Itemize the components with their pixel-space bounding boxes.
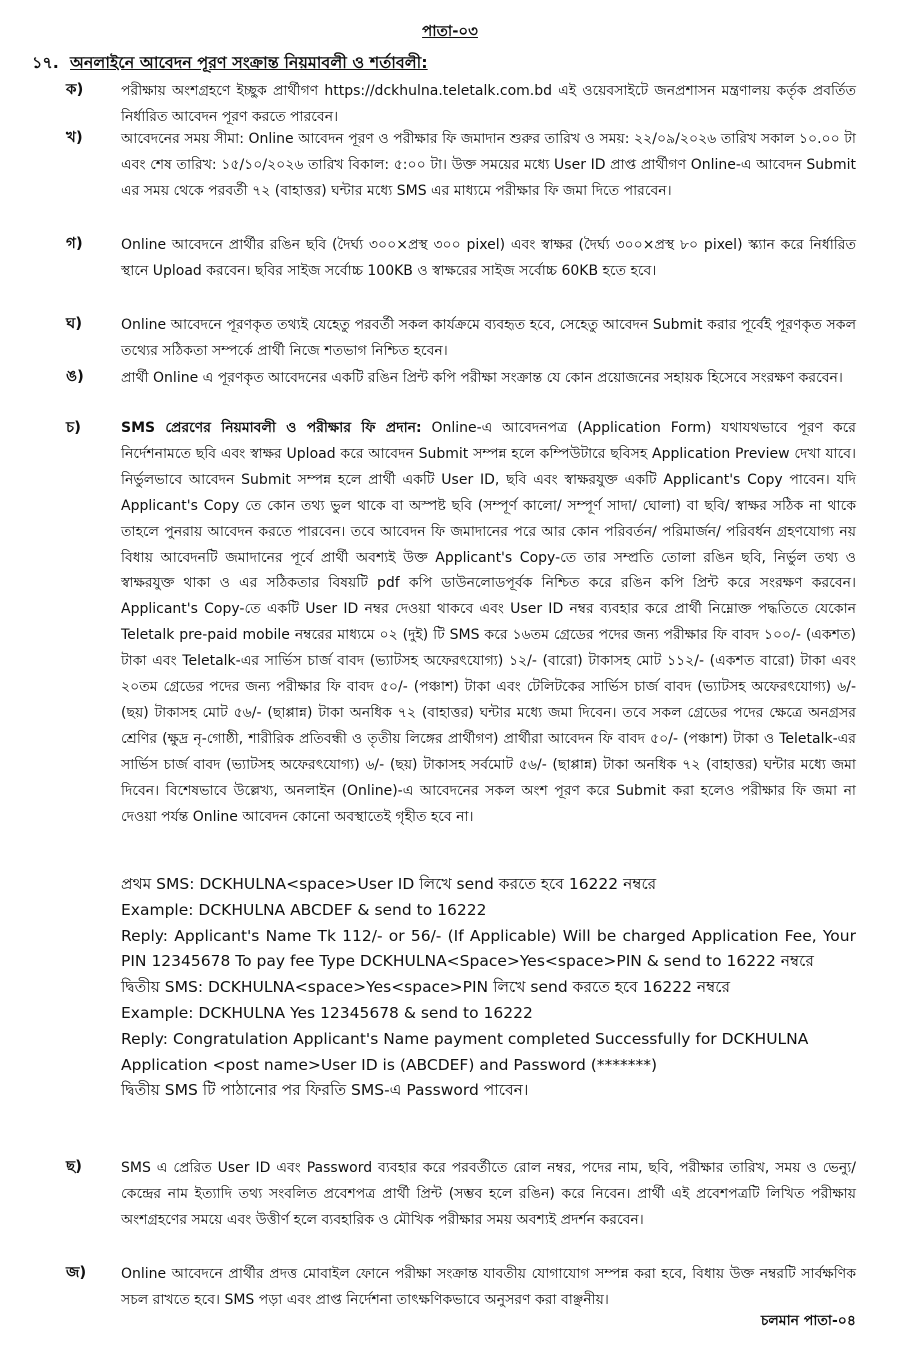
item-bold-lead: SMS প্রেরণের নিয়মাবলী ও পরীক্ষার ফি প্রদান: [121,420,422,436]
item-label: ঙ) [66,367,84,385]
continued-page-note: চলমান পাতা-০৪ [760,1313,856,1329]
item-label: ঘ) [66,314,83,332]
item-label: জ) [66,1263,87,1281]
item-text: আবেদনের সময় সীমা: Online আবেদন পূরণ ও পরীক্ষার ফি জমাদান শুরুর তারিখ ও সময়: ২২/০৯/২০২৬ তারিখ সকাল ১০.০০ টা এবং শেষ তারিখ: ১৫/১০/২০২৬ তারিখ বিকাল: ৫:০০ টা। উক্ত সময়ের মধ্যে User ID প্রাপ্ত প্রার্থীগণ Online-এ আবেদন Submit এর সময় থেকে পরবর্তী ৭২ (বাহাত্তর) ঘন্টার মধ্যে SMS এর মাধ্যমে পরীক্ষার ফি জমা দিতে পারবেন। [121,131,856,199]
sms-line-password-note: দ্বিতীয় SMS টি পাঠানোর পর ফিরতি SMS-এ Password পাবেন। [121,1081,529,1100]
item-text: SMS এ প্রেরিত User ID এবং Password ব্যবহার করে পরবর্তীতে রোল নম্বর, পদের নাম, ছবি, পরীক্ষার তারিখ, সময় ও ভেন্যু/ কেন্দ্রের নাম ইত্যাদি তথ্য সংবলিত প্রবেশপত্র প্রার্থী প্রিন্ট (সম্ভব হলে রঙিন) করে নিবেন। প্রার্থী এই প্রবেশপত্রটি লিখিত পরীক্ষায় অংশগ্রহণের সময়ে এবং উত্তীর্ণ হলে ব্যবহারিক ও মৌখিক পরীক্ষার সময় অবশ্যই প্রদর্শন করবেন। [121,1160,856,1228]
sms-line-example-2: Example: DCKHULNA Yes 12345678 & send to 16222 [121,1003,533,1022]
item-label: ছ) [66,1157,82,1175]
section-number: ১৭. [32,53,59,72]
sms-line-reply-1: Reply: Applicant's Name Tk 112/- or 56/- (If Applicable) Will be charged Application Fee, Your PIN 12345678 To pay fee Type DCKHULNA<Space>Yes<space>PIN & send to 16222 নম্বরে [121,926,856,971]
item-text [121,416,856,831]
sms-line-reply-2: Reply: Congratulation Applicant's Name payment completed Successfully for DCKHULNA [121,1029,809,1048]
item-label: চ) [66,418,81,436]
item-label: খ) [66,128,83,146]
item-text: Online আবেদনে পূরণকৃত তথ্যই যেহেতু পরবর্তী সকল কার্যক্রমে ব্যবহৃত হবে, সেহেতু আবেদন Submit করার পূর্বেই পূরণকৃত সকল তথ্যের সঠিকতা সম্পর্কে প্রার্থী নিজে শতভাগ নিশ্চিত হবেন। [121,317,856,359]
section-title: অনলাইনে আবেদন পূরণ সংক্রান্ত নিয়মাবলী ও শর্তাবলী: [70,53,428,72]
item-text: Online আবেদনে প্রার্থীর প্রদত্ত মোবাইল ফোনে পরীক্ষা সংক্রান্ত যাবতীয় যোগাযোগ সম্পন্ন করা হবে, বিধায় উক্ত নম্বরটি সার্বক্ষণিক সচল রাখতে হবে। SMS পড়া এবং প্রাপ্ত নির্দেশনা তাৎক্ষণিকভাবে অনুসরণ করা বাঞ্ছনীয়। [121,1266,856,1308]
item-label: গ) [66,234,83,252]
item-label: ক) [66,80,84,98]
page-number: পাতা-০৩ [422,22,478,40]
sms-line-application: Application <post name>User ID is (ABCDEF) and Password (*******) [121,1055,658,1074]
item-text: প্রার্থী Online এ পূরণকৃত আবেদনের একটি রঙিন প্রিন্ট কপি পরীক্ষা সংক্রান্ত যে কোন প্রয়োজনের সহায়ক হিসেবে সংরক্ষণ করবেন। [121,370,843,386]
item-text-body: Online-এ আবেদনপত্র (Application Form) যথাযথভাবে পূরণ করে নির্দেশনামতে ছবি এবং স্বাক্ষর Upload করে আবেদন Submit সম্পন্ন হলে কম্পিউটারে ছবিসহ Application Preview দেখা যাবে। নির্ভুলভাবে আবেদন Submit সম্পন্ন হলে প্রার্থী একটি User ID, ছবি এবং স্বাক্ষরযুক্ত একটি Applicant's Copy পাবেন। যদি Applicant's Copy তে কোন তথ্য ভুল থাকে বা অস্পষ্ট ছবি (সম্পূর্ণ কালো/ সম্পূর্ণ সাদা/ ঘোলা) বা ছবি/ স্বাক্ষর সঠিক না থাকে তাহলে পুনরায় আবেদন করতে পারবেন। তবে আবেদন ফি জমাদানের পরে আর কোন পরিবর্তন/ পরিমার্জন/ পরিবর্ধন গ্রহণযোগ্য নয় বিধায় আবেদনটি জমাদানের পূর্বে প্রার্থী অবশ্যই উক্ত Applicant's Copy-তে তার সম্প্রতি তোলা রঙিন ছবি, নির্ভুল তথ্য ও স্বাক্ষরযুক্ত থাকা ও এর সঠিকতার বিষয়টি pdf কপি ডাউনলোডপূর্বক নিশ্চিত করে রঙিন কপি প্রিন্ট করে সংরক্ষণ করবেন। Applicant's Copy-তে একটি User ID নম্বর দেওয়া থাকবে এবং User ID নম্বর ব্যবহার করে প্রার্থী নিম্নোক্ত পদ্ধতিতে যেকোন Teletalk pre-paid mobile নম্বরের মাধ্যমে ০২ (দুই) টি SMS করে ১৬তম গ্রেডের পদের জন্য পরীক্ষার ফি বাবদ ১০০/- (একশত) টাকা এবং Teletalk-এর সার্ভিস চার্জ বাবদ (ভ্যাটসহ অফেরৎযোগ্য) ১২/- (বারো) টাকাসহ মোট ১১২/- (একশত বারো) টাকা এবং ২০তম গ্রেডের পদের জন্য পরীক্ষার ফি বাবদ ৫০/- (পঞ্চাশ) টাকা এবং টেলিটকের সার্ভিস চার্জ বাবদ (ভ্যাটসহ অফেরৎযোগ্য) ৬/- (ছয়) টাকাসহ মোট ৫৬/- (ছাপ্পান্ন) টাকা অনধিক ৭২ (বাহাত্তর) ঘন্টার মধ্যে জমা দিবেন। তবে সকল গ্রেডের পদের ক্ষেত্রে অনগ্রসর শ্রেণির (ক্ষুদ্র নৃ-গোষ্ঠী, শারীরিক প্রতিবন্ধী ও তৃতীয় লিঙ্গের প্রার্থীগণ) প্রার্থীরা আবেদন ফি বাবদ ৫০/- (পঞ্চাশ) টাকা ও Teletalk-এর সার্ভিস চার্জ বাবদ (ভ্যাটসহ অফেরৎযোগ্য) ৬/- (ছয়) টাকাসহ সর্বমোট ৫৬/- (ছাপ্পান্ন) টাকা অনধিক ৭২ (বাহাত্তর) ঘন্টার মধ্যে জমা দিবেন। বিশেষভাবে উল্লেখ্য, অনলাইন (Online)-এ আবেদনের সকল অংশ পূরণ করে Submit করা হলেও পরীক্ষার ফি জমা না দেওয়া পর্যন্ত Online আবেদন কোনো অবস্থাতেই গৃহীত হবে না। [121,420,856,825]
item-text: পরীক্ষায় অংশগ্রহণে ইচ্ছুক প্রার্থীগণ https://dckhulna.teletalk.com.bd এই ওয়েবসাইটে জনপ্রশাসন মন্ত্রণালয় কর্তৃক প্রবর্তিত নির্ধারিত আবেদন পূরণ করতে পারবেন। [121,83,856,125]
sms-line-example-1: Example: DCKHULNA ABCDEF & send to 16222 [121,900,487,919]
sms-line-first: প্রথম SMS: DCKHULNA<space>User ID লিখে send করতে হবে 16222 নম্বরে [121,875,657,893]
sms-line-second: দ্বিতীয় SMS: DCKHULNA<space>Yes<space>PIN লিখে send করতে হবে 16222 নম্বরে [121,978,731,997]
sms-instructions [121,872,856,1104]
item-text: Online আবেদনে প্রার্থীর রঙিন ছবি (দৈর্ঘ্য ৩০০×প্রস্থ ৩০০ pixel) এবং স্বাক্ষর (দৈর্ঘ্য ৩০০×প্রস্থ ৮০ pixel) স্ক্যান করে নির্ধারিত স্থানে Upload করবেন। ছবির সাইজ সর্বোচ্চ 100KB ও স্বাক্ষরের সাইজ সর্বোচ্চ 60KB হতে হবে। [121,237,856,279]
